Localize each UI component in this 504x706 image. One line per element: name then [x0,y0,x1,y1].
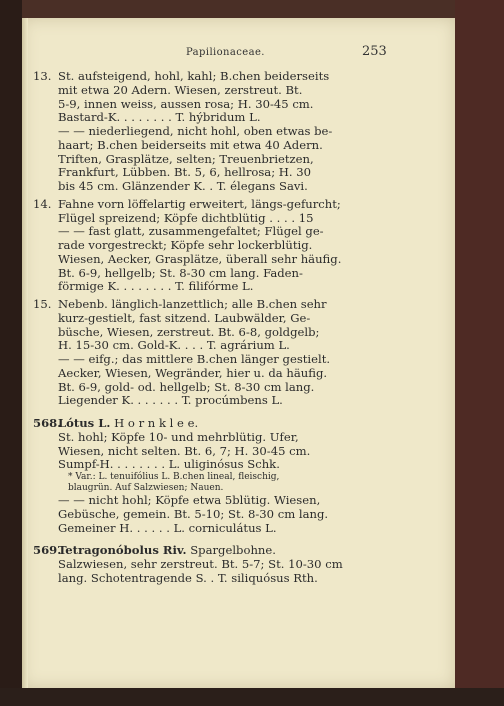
line-text: Bastard-K. . . . . . . . T. hýbridum L. [58,110,261,125]
genus-name: Lótus L. [58,416,111,430]
text-line [36,558,386,572]
text-line [36,153,386,167]
line-text: — — fast glatt, zusammengefaltet; Flügel ge- [58,224,324,239]
line-text: kurz-gestielt, fast sitzend. Laubwälder, Ge- [58,310,311,325]
text-line [36,139,386,153]
genus-name: Tetragonóbolus Riv. [58,543,187,558]
text-line [36,367,386,381]
entry-number: 14. [33,196,52,211]
text-line [36,458,386,472]
line-text: Triften, Grasplätze, selten; Treuenbrietzen, [58,151,314,166]
line-text: 5-9, innen weiss, aussen rosa; H. 30-45 cm. [58,96,314,111]
text-line [36,84,386,98]
line-text: Gemeiner H. . . . . . L. corniculátus L. [58,520,277,535]
text-line [36,111,386,125]
book-cover-bottom [0,688,504,706]
text-line [36,522,386,536]
text-line [36,353,386,367]
book-cover-left [0,0,22,706]
line-text: Salzwiesen, sehr zerstreut. Bt. 5-7; St. 10-30 cm [58,557,343,571]
text-line [36,312,386,326]
line-text: — — nicht hohl; Köpfe etwa 5blütig. Wiesen, [58,493,321,507]
line-text: * Var.: L. tenuifólius L. B.chen lineal, fleischig, [68,472,280,482]
line-text: förmige K. . . . . . . . T. filifórme L. [58,279,254,294]
common-name: Spargelbohne. [186,543,276,558]
text-line [36,98,386,112]
text-line [36,339,386,353]
line-text: büsche, Wiesen, zerstreut. Bt. 6-8, goldgelb; [58,324,320,339]
line-text: St. hohl; Köpfe 10- und mehrblütig. Ufer, [58,429,299,444]
text-line [36,394,386,408]
line-text: bis 45 cm. Glänzender K. . T. élegans Savi. [58,179,308,193]
text-line [36,180,386,194]
text-line [33,543,386,558]
text-line [36,472,386,483]
text-line [36,431,386,445]
text-line [33,416,386,431]
text-line [36,125,386,139]
line-text: Wiesen, nicht selten. Bt. 6, 7; H. 30-45 cm. [58,443,311,458]
page-number: 253 [362,44,387,59]
text-line [33,69,386,84]
book-cover-right [455,0,504,706]
text-line [36,381,386,395]
line-text: Wiesen, Aecker, Grasplätze, überall sehr häufig. [58,251,342,266]
text-line [33,297,386,312]
entry-number: 569. [33,543,62,558]
line-text: Frankfurt, Lübben. Bt. 5, 6, hellrosa; H. 30 [58,165,312,180]
line-text: Bt. 6-9, gold- od. hellgelb; St. 8-30 cm lang. [58,379,315,394]
line-text: Nebenb. länglich-lanzettlich; alle B.chen sehr [58,297,327,311]
line-text: Sumpf-H. . . . . . . . L. uliginósus Schk. [58,457,280,472]
text-line [36,166,386,180]
text-line [36,326,386,340]
line-text: haart; B.chen beiderseits mit etwa 40 Adern. [58,137,323,152]
text-line [36,253,386,267]
line-text: — — niederliegend, nicht hohl, oben etwas be- [58,124,333,138]
line-text: rade vorgestreckt; Köpfe sehr lockerblütig. [58,238,313,252]
text-line [36,508,386,522]
line-text: H. 15-30 cm. Gold-K. . . . T. agrárium L. [58,338,290,353]
entry-number: 13. [33,69,52,83]
text-line [36,239,386,253]
line-text: Aecker, Wiesen, Wegränder, hier u. da häufig. [58,365,328,380]
line-text: lang. Schotentragende S. . T. siliquósus Rth. [58,570,318,585]
line-text: Liegender K. . . . . . . T. procúmbens L. [58,393,283,408]
line-text: mit etwa 20 Adern. Wiesen, zerstreut. Bt. [58,82,303,97]
text-line [36,572,386,586]
line-text: St. aufsteigend, hohl, kahl; B.chen beiderseits [58,69,330,83]
text-line [36,494,386,508]
common-name: H o r n k l e e. [110,416,199,430]
line-text: Fahne vorn löffelartig erweitert, längs-gefurcht; [58,196,341,211]
text-line [33,196,386,212]
line-text: Bt. 6-9, hellgelb; St. 8-30 cm lang. Faden- [58,265,303,280]
line-text: Gebüsche, gemein. Bt. 5-10; St. 8-30 cm lang. [58,506,329,521]
text-line [36,445,386,459]
line-text: — — eifg.; das mittlere B.chen länger gestielt. [58,352,331,366]
line-text: Flügel spreizend; Köpfe dichtblütig . . . . 15 [58,210,314,225]
text-line [36,212,386,226]
page-gutter [22,18,28,688]
line-text: blaugrün. Auf Salzwiesen; Nauen. [68,483,224,493]
text-line [36,225,386,239]
entry-number: 568. [33,416,62,430]
page-text [33,69,386,586]
entry-number: 15. [33,297,52,311]
text-line [36,267,386,281]
text-line [36,280,386,294]
running-header: Papilionaceae. [186,47,265,58]
